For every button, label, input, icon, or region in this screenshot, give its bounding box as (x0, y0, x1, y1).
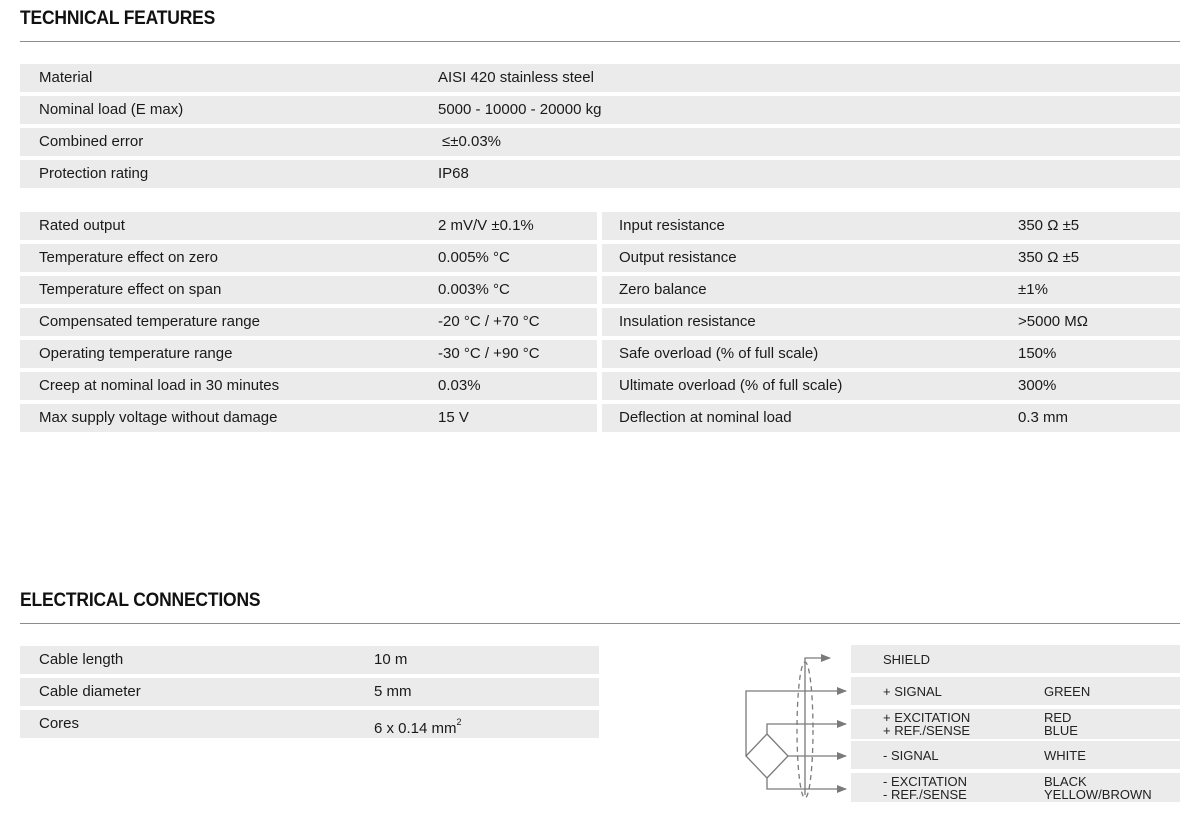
wire-row-minus-excitation (851, 773, 1180, 802)
spec-value: ≤±0.03% (442, 133, 501, 150)
spec-value: 0.005% °C (438, 249, 510, 266)
cable-value: 5 mm (374, 683, 412, 700)
spec-label: Operating temperature range (39, 345, 233, 362)
spec-row-input-resistance (602, 212, 1180, 240)
wire-signal: + EXCITATION + REF./SENSE (883, 710, 971, 738)
spec-value: 15 V (438, 409, 469, 426)
wire-row-shield (851, 645, 1180, 673)
spec-row-output-resistance (602, 244, 1180, 272)
cable-label: Cable length (39, 651, 124, 668)
spec-value: 300% (1018, 377, 1057, 394)
cable-row-cores (20, 710, 599, 738)
spec-row-safe-overload (602, 340, 1180, 368)
load-cell-wiring-diagram (730, 645, 855, 805)
cable-row-diameter (20, 678, 599, 706)
spec-label: Protection rating (39, 165, 149, 182)
spec-row-creep (20, 372, 597, 400)
spec-row-protection-rating (20, 160, 1180, 188)
spec-value: -20 °C / +70 °C (438, 313, 540, 330)
spec-row-temp-effect-span (20, 276, 597, 304)
spec-row-rated-output (20, 212, 597, 240)
plus-excitation-wire (767, 724, 846, 734)
spec-value: >5000 MΩ (1018, 313, 1089, 330)
wire-color: WHITE (1044, 748, 1086, 763)
spec-value: AISI 420 stainless steel (438, 69, 594, 86)
spec-row-material (20, 64, 1180, 92)
spec-label: Temperature effect on zero (39, 249, 218, 266)
spec-label: Rated output (39, 217, 125, 234)
wire-color: RED BLUE (1044, 710, 1078, 738)
spec-label: Combined error (39, 133, 144, 150)
spec-label: Ultimate overload (% of full scale) (619, 377, 843, 394)
spec-row-zero-balance (602, 276, 1180, 304)
wire-signal: + SIGNAL (883, 684, 942, 699)
spec-value: 350 Ω ±5 (1018, 249, 1080, 266)
spec-label: Max supply voltage without damage (39, 409, 278, 426)
wire-color: GREEN (1044, 684, 1091, 699)
spec-row-operating-temp-range (20, 340, 597, 368)
minus-excitation-wire (767, 778, 846, 789)
spec-label: Insulation resistance (619, 313, 756, 330)
spec-row-combined-error (20, 128, 1180, 156)
spec-label: Creep at nominal load in 30 minutes (39, 377, 280, 394)
spec-value: ±1% (1018, 281, 1048, 298)
wire-color: BLACK YELLOW/BROWN (1044, 774, 1152, 802)
spec-row-max-supply-voltage (20, 404, 597, 432)
wire-row-minus-signal (851, 741, 1180, 769)
wheatstone-bridge (746, 734, 788, 778)
cable-label: Cores (39, 715, 80, 732)
wire-signal: - EXCITATION - REF./SENSE (883, 774, 968, 802)
spec-value: 350 Ω ±5 (1018, 217, 1080, 234)
spec-row-compensated-temp-range (20, 308, 597, 336)
spec-label: Nominal load (E max) (39, 101, 184, 118)
wire-row-plus-excitation (851, 709, 1180, 739)
spec-row-temp-effect-zero (20, 244, 597, 272)
shield-wire (805, 658, 830, 795)
wire-signal: - SIGNAL (883, 748, 939, 763)
wire-signal: SHIELD (883, 652, 930, 667)
cores-value-text: 6 x 0.14 mm (374, 720, 457, 737)
spec-label: Temperature effect on span (39, 281, 222, 298)
spec-value: 150% (1018, 345, 1057, 362)
spec-row-deflection (602, 404, 1180, 432)
spec-value: 0.03% (438, 377, 481, 394)
technical-features-divider (20, 41, 1180, 42)
spec-row-ultimate-overload (602, 372, 1180, 400)
spec-row-insulation-resistance (602, 308, 1180, 336)
technical-features-title: TECHNICAL FEATURES (20, 8, 216, 29)
spec-value: IP68 (438, 165, 469, 182)
spec-value: -30 °C / +90 °C (438, 345, 540, 362)
spec-label: Compensated temperature range (39, 313, 260, 330)
electrical-connections-title: ELECTRICAL CONNECTIONS (20, 590, 261, 611)
spec-label: Material (39, 69, 93, 86)
spec-row-nominal-load (20, 96, 1180, 124)
wire-row-plus-signal (851, 677, 1180, 705)
spec-label: Output resistance (619, 249, 737, 266)
spec-value: 0.003% °C (438, 281, 510, 298)
cable-value (374, 710, 462, 743)
cable-row-length (20, 646, 599, 674)
cable-value: 10 m (374, 651, 408, 668)
cores-value-superscript: 2 (456, 717, 462, 727)
spec-label: Deflection at nominal load (619, 409, 792, 426)
electrical-connections-divider (20, 623, 1180, 624)
cable-label: Cable diameter (39, 683, 141, 700)
spec-label: Safe overload (% of full scale) (619, 345, 819, 362)
spec-value: 2 mV/V ±0.1% (438, 217, 534, 234)
spec-label: Zero balance (619, 281, 707, 298)
spec-value: 0.3 mm (1018, 409, 1069, 426)
spec-label: Input resistance (619, 217, 725, 234)
spec-value: 5000 - 10000 - 20000 kg (438, 101, 602, 118)
